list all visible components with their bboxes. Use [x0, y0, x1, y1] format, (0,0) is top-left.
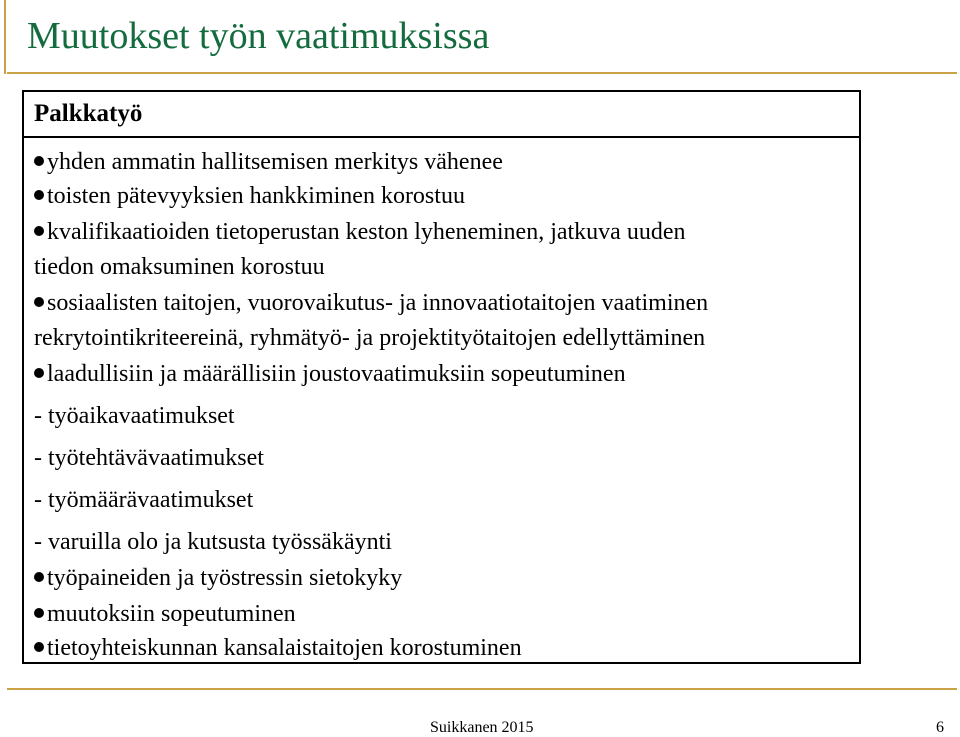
list-item [34, 289, 708, 317]
bullet-icon [34, 226, 44, 236]
list-item-text: kvalifikaatioiden tietoperustan keston lyheneminen, jatkuva uuden [47, 219, 686, 245]
list-item-text: tietoyhteiskunnan kansalaistaitojen korostuminen [47, 635, 522, 661]
list-item-text: sosiaalisten taitojen, vuorovaikutus- ja innovaatiotaitojen vaatiminen [47, 290, 709, 316]
list-item-text: toisten pätevyyksien hankkiminen korostuu [47, 183, 465, 209]
footer-divider [7, 688, 957, 690]
list-item-text: työpaineiden ja työstressin sietokyky [47, 565, 403, 591]
list-item-text: yhden ammatin hallitsemisen merkitys vähenee [47, 149, 503, 175]
bullet-icon [34, 156, 44, 166]
list-item-text: rekrytointikriteereinä, ryhmätyö- ja projektityötaitojen edellyttäminen [34, 325, 706, 351]
list-item [34, 253, 325, 281]
list-item [34, 634, 522, 662]
list-item-text: - työmäärävaatimukset [34, 487, 254, 513]
bullet-icon [34, 608, 44, 618]
list-item-text: - varuilla olo ja kutsusta työssäkäynti [34, 529, 392, 555]
list-item [34, 444, 264, 472]
box-header: Palkkatyö [24, 92, 859, 138]
list-item [34, 182, 465, 210]
list-item-text: laadullisiin ja määrällisiin joustovaatimuksiin sopeutuminen [47, 361, 626, 387]
bullet-icon [34, 642, 44, 652]
list-item [34, 402, 235, 430]
footer-author: Suikkanen 2015 [430, 719, 534, 736]
bullet-icon [34, 190, 44, 200]
list-item [34, 564, 402, 592]
page-number: 6 [936, 719, 944, 736]
left-accent-bar [4, 0, 6, 74]
list-item-text: muutoksiin sopeutuminen [47, 601, 296, 627]
list-item [34, 324, 705, 352]
list-item-text: tiedon omaksuminen korostuu [34, 254, 325, 280]
list-item [34, 600, 296, 628]
content-box [22, 90, 861, 664]
list-item-text: - työaikavaatimukset [34, 403, 235, 429]
title-divider [7, 72, 957, 74]
list-item [34, 148, 503, 176]
bullet-icon [34, 572, 44, 582]
list-item-text: - työtehtävävaatimukset [34, 445, 264, 471]
slide-title: Muutokset työn vaatimuksissa [27, 15, 490, 57]
list-item [34, 360, 626, 388]
bullet-icon [34, 297, 44, 307]
list-item [34, 486, 253, 514]
list-item [34, 528, 392, 556]
bullet-icon [34, 368, 44, 378]
list-item [34, 218, 685, 246]
